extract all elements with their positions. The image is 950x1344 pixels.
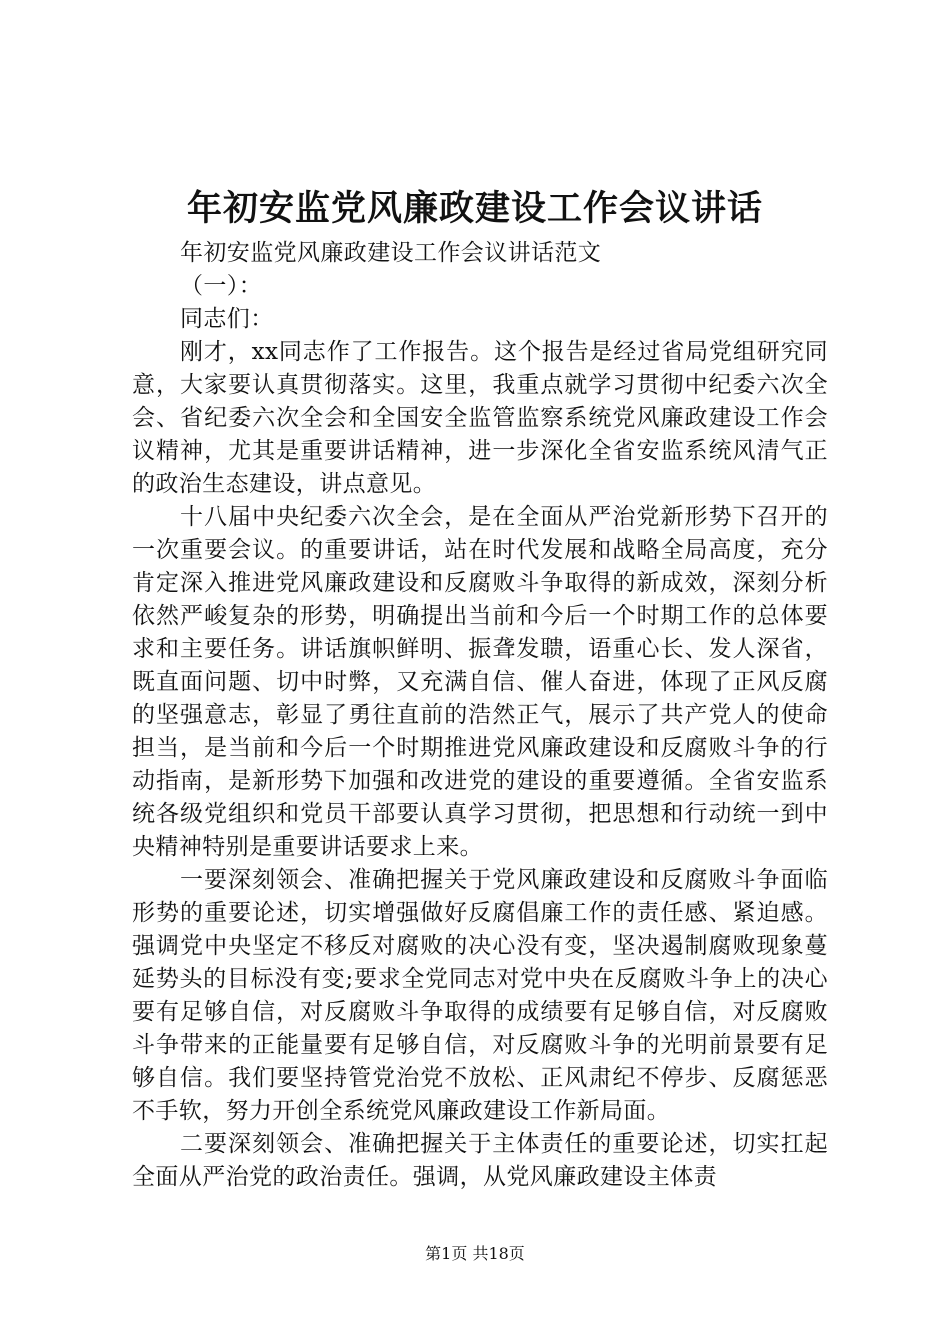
document-body <box>132 237 828 1194</box>
document-title: 年初安监党风廉政建设工作会议讲话 <box>186 188 763 229</box>
paragraph-intro: 刚才，xx同志作了工作报告。这个报告是经过省局党组研究同意，大家要认真贯彻落实。这里，我重点就学习贯彻中纪委六次全会、省纪委六次全会和全国安全监管监察系统党风廉政建设工作会议精神，尤其是重要讲话精神，进一步深化全省安监系统风清气正的政治生态建设，讲点意见。 <box>132 339 828 497</box>
paragraph-subtitle: 年初安监党风廉政建设工作会议讲话范文 <box>180 240 602 266</box>
paragraph-salutation: 同志们： <box>180 306 274 332</box>
paragraph-point-two: 二要深刻领会、准确把握关于主体责任的重要论述，切实扛起全面从严治党的政治责任。强调，从党风廉政建设主体责 <box>132 1131 828 1190</box>
paragraph-section-number: （一）： <box>180 273 263 299</box>
paragraph-point-one: 一要深刻领会、准确把握关于党风廉政建设和反腐败斗争面临形势的重要论述，切实增强做好反腐倡廉工作的责任感、紧迫感。强调党中央坚定不移反对腐败的决心没有变，坚决遏制腐败现象蔓延势头的目标没有变;要求全党同志对党中央在反腐败斗争上的决心要有足够自信，对反腐败斗争取得的成绩要有足够自信，对反腐败斗争带来的正能量要有足够自信，对反腐败斗争的光明前景要有足够自信。我们要坚持管党治党不放松、正风肃纪不停步、反腐惩恶不手软，努力开创全系统党风廉政建设工作新局面。 <box>132 867 828 1124</box>
paragraph-plenary: 十八届中央纪委六次全会，是在全面从严治党新形势下召开的一次重要会议。的重要讲话，站在时代发展和战略全局高度，充分肯定深入推进党风廉政建设和反腐败斗争取得的新成效，深刻分析依然严峻复杂的形势，明确提出当前和今后一个时期工作的总体要求和主要任务。讲话旗帜鲜明、振聋发聩，语重心长、发人深省，既直面问题、切中时弊，又充满自信、催人奋进，体现了正风反腐的坚强意志，彰显了勇往直前的浩然正气，展示了共产党人的使命担当，是当前和今后一个时期推进党风廉政建设和反腐败斗争的行动指南，是新形势下加强和改进党的建设的重要遵循。全省安监系统各级党组织和党员干部要认真学习贯彻，把思想和行动统一到中央精神特别是重要讲话要求上来。 <box>132 504 828 860</box>
page-footer: 第1页 共18页 <box>425 1244 525 1263</box>
